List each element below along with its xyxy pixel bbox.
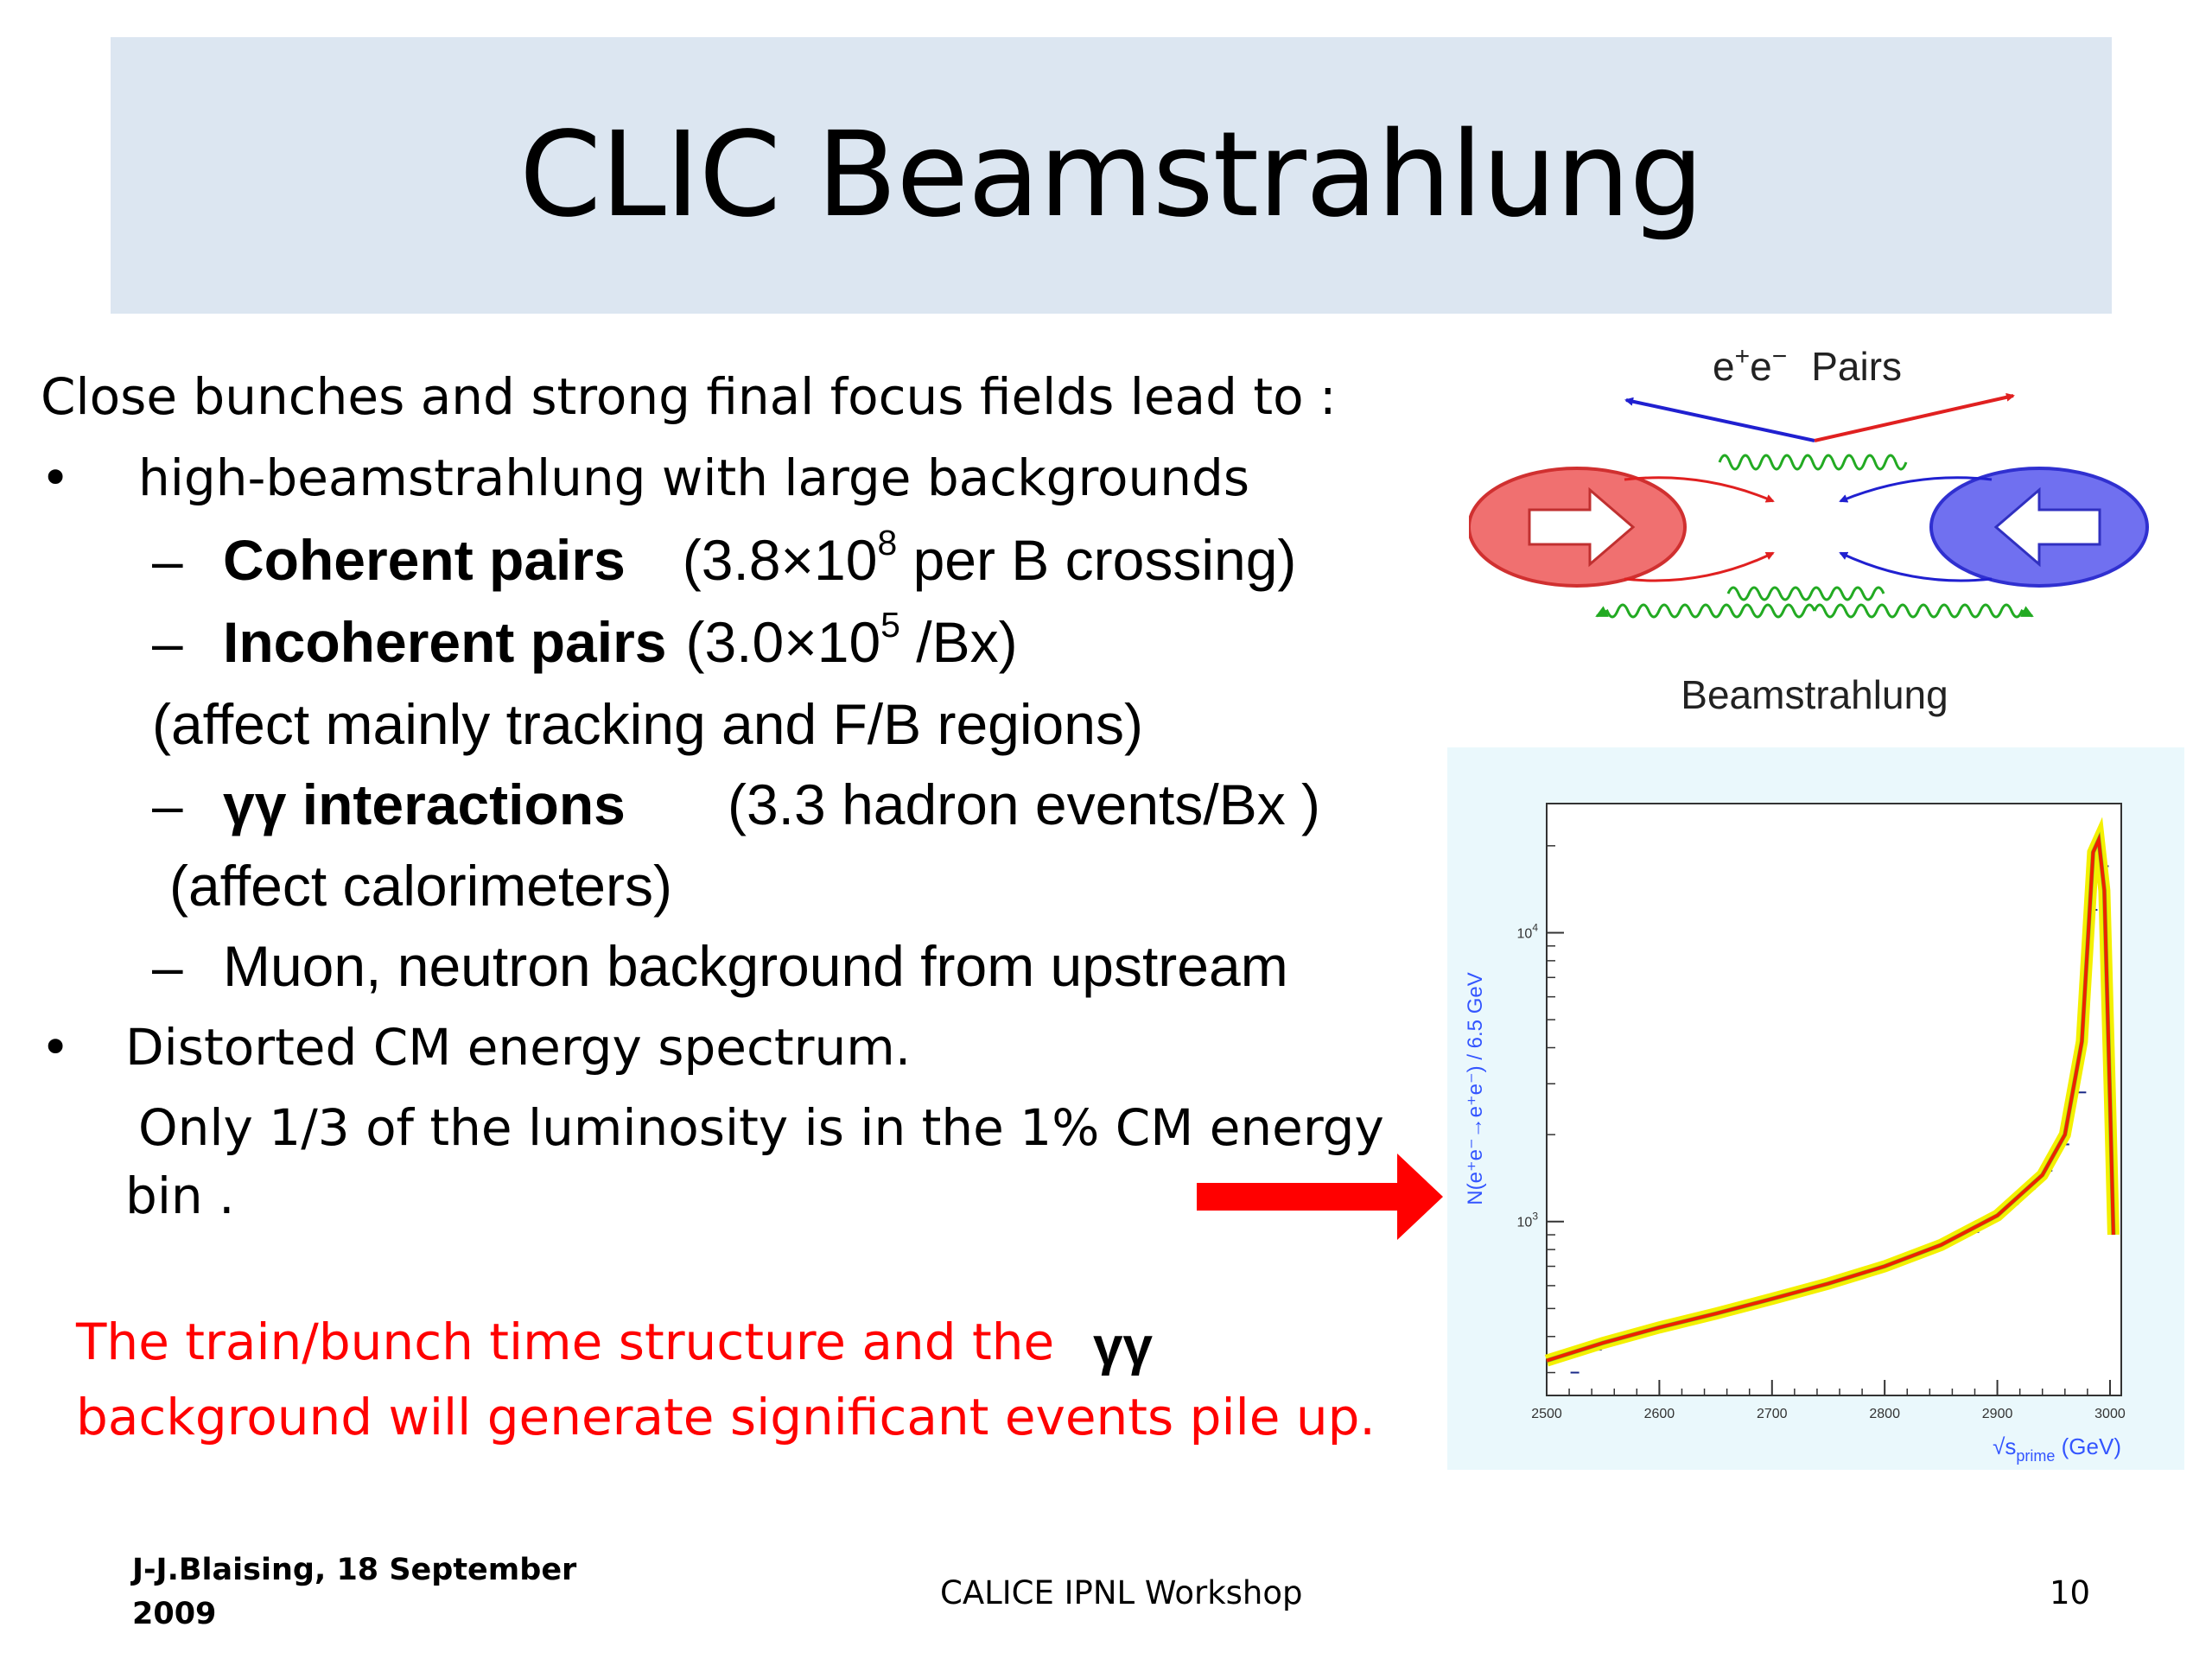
title-band bbox=[111, 37, 2112, 314]
photon-lower-left bbox=[1597, 605, 1815, 617]
x-axis-label-sqrt: √s bbox=[1993, 1433, 2017, 1459]
gg-interactions-value: (3.3 hadron events/Bx ) bbox=[728, 772, 1321, 836]
pair-line-right bbox=[1815, 396, 2013, 441]
conclusion-gg-symbol: γγ bbox=[1093, 1317, 1153, 1376]
x-tick-label-5: 3000 bbox=[2094, 1407, 2126, 1421]
pairs-label bbox=[1713, 342, 1902, 389]
x-tick-label-1: 2600 bbox=[1643, 1407, 1675, 1421]
beamstrahlung-diagram bbox=[1469, 341, 2160, 739]
pairs-e-minus: e bbox=[1750, 344, 1772, 389]
y-tick-label-0: $10^4$ bbox=[1516, 921, 1538, 942]
coherent-value-post: per B crossing) bbox=[897, 528, 1297, 592]
sub-dash-gg: – bbox=[152, 774, 183, 836]
muon-text: Muon, neutron background from upstream bbox=[223, 934, 1288, 998]
photon-upper bbox=[1719, 455, 1906, 469]
affect-tracking-text: (affect mainly tracking and F/B regions) bbox=[152, 692, 1143, 756]
footer-workshop: CALICE IPNL Workshop bbox=[940, 1574, 1303, 1611]
coherent-value-pre: (3.8×10 bbox=[682, 528, 878, 592]
incoherent-pairs-label: Incoherent pairs bbox=[223, 610, 667, 674]
plot-frame bbox=[1547, 804, 2121, 1395]
sub-dash-muon: – bbox=[152, 936, 183, 998]
incoherent-exponent: 5 bbox=[880, 605, 900, 645]
coherent-pairs-line bbox=[223, 523, 1297, 592]
sub-dash-coherent: – bbox=[152, 530, 183, 592]
bullet-2-marker: • bbox=[41, 1018, 71, 1077]
sub-dash-incoherent: – bbox=[152, 612, 183, 674]
bullet-1-text: high-beamstrahlung with large backgrounds bbox=[138, 448, 1250, 507]
pairs-word: Pairs bbox=[1811, 344, 1903, 389]
luminosity-line-1: Only 1/3 of the luminosity is in the 1% CM energy bbox=[138, 1098, 1384, 1157]
footer-page-number: 10 bbox=[2050, 1574, 2091, 1611]
x-tick-label-0: 2500 bbox=[1531, 1407, 1562, 1421]
x-axis-label-sub: prime bbox=[2016, 1447, 2056, 1465]
conclusion-line-2: background will generate significant events pile up. bbox=[76, 1388, 1376, 1446]
y-tick-label-1: $10^3$ bbox=[1516, 1210, 1538, 1230]
pairs-plus-sign: + bbox=[1734, 342, 1751, 371]
incoherent-value-pre: (3.0×10 bbox=[685, 610, 881, 674]
x-tick-label-4: 2900 bbox=[1981, 1407, 2013, 1421]
coherent-exponent: 8 bbox=[877, 523, 898, 563]
footer-author-line-1: J-J.Blaising, 18 September bbox=[132, 1553, 577, 1587]
beamstrahlung-label: Beamstrahlung bbox=[1681, 672, 1948, 717]
bullet-1-marker: • bbox=[41, 448, 71, 507]
red-pointer-arrow-shape bbox=[1197, 1154, 1443, 1240]
footer-author-line-2: 2009 bbox=[132, 1597, 217, 1631]
luminosity-line-2: bin . bbox=[125, 1166, 235, 1225]
pairs-e-plus: e bbox=[1713, 344, 1735, 389]
photon-lower-right bbox=[1815, 605, 2032, 617]
bullet-2-text: Distorted CM energy spectrum. bbox=[125, 1018, 912, 1077]
gg-interactions-label: γγ interactions bbox=[223, 772, 626, 836]
slide-title: CLIC Beamstrahlung bbox=[519, 107, 1703, 244]
y-axis-label: N(e⁺e⁻→e⁺e⁻) / 6.5 GeV bbox=[1464, 972, 1487, 1205]
intro-text: Close bunches and strong final focus fields lead to : bbox=[41, 367, 1337, 426]
photon-lower-1 bbox=[1728, 588, 1884, 600]
coherent-pairs-label: Coherent pairs bbox=[223, 528, 626, 592]
energy-spectrum-chart bbox=[1447, 747, 2184, 1470]
red-pointer-arrow bbox=[1197, 1154, 1443, 1240]
incoherent-value-post: /Bx) bbox=[899, 610, 1018, 674]
pairs-minus-sign: − bbox=[1771, 342, 1788, 371]
x-axis-label-unit: (GeV) bbox=[2055, 1433, 2121, 1459]
x-tick-label-2: 2700 bbox=[1756, 1407, 1788, 1421]
affect-calorimeters-text: (affect calorimeters) bbox=[169, 854, 672, 918]
conclusion-line-1 bbox=[76, 1313, 1055, 1371]
x-tick-label-3: 2800 bbox=[1869, 1407, 1900, 1421]
incoherent-pairs-line bbox=[223, 605, 1018, 674]
conclusion-line-1-text: The train/bunch time structure and the bbox=[76, 1313, 1055, 1371]
pair-line-left bbox=[1626, 400, 1815, 441]
